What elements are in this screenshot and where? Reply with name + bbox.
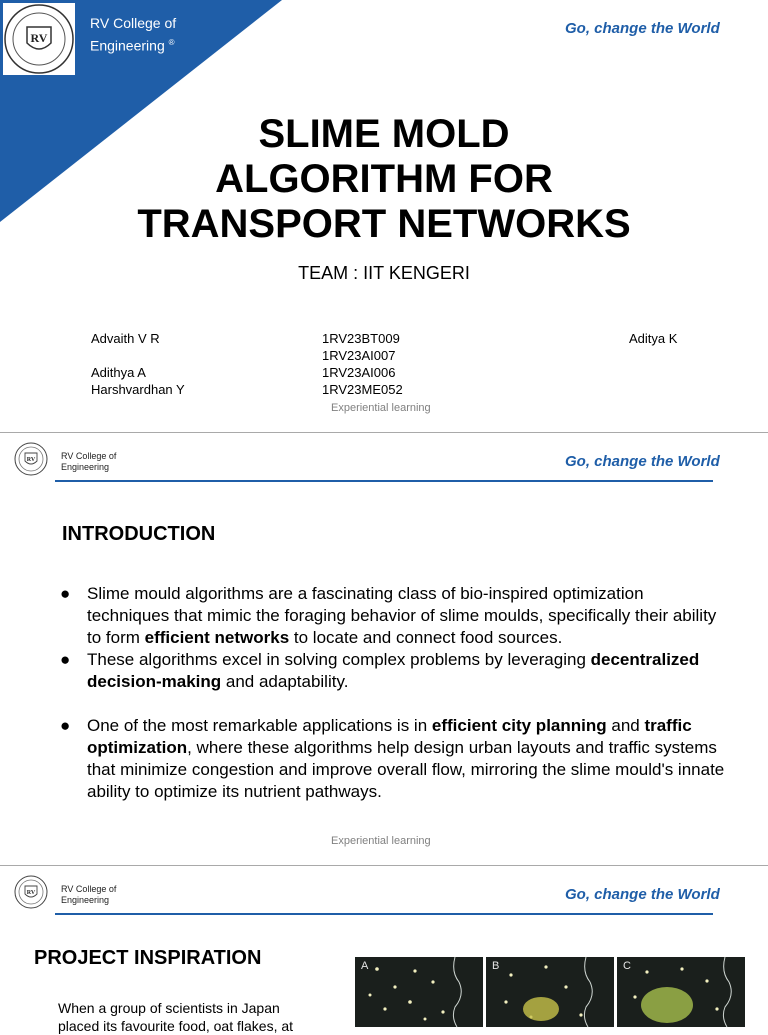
- team-name: TEAM : IIT KENGERI: [298, 263, 470, 283]
- slime-mold-photo-strip: [355, 957, 745, 1027]
- presentation-title: SLIME MOLD ALGORITHM FOR TRANSPORT NETWORKS: [137, 112, 631, 246]
- college-name: RV College of Engineering: [61, 884, 117, 905]
- slime-mold-photo: A: [355, 957, 483, 1027]
- header-rule: [55, 913, 713, 915]
- body-text: When a group of scientists in Japan placed its favourite food, oat flakes, at: [58, 1000, 294, 1034]
- college-name: RV College of Engineering ®: [90, 15, 177, 54]
- introduction-slide: [0, 433, 768, 865]
- section-title: PROJECT INSPIRATION: [34, 947, 262, 969]
- college-logo: [3, 3, 75, 75]
- member-name: Advaith V R: [91, 331, 160, 346]
- svg-text:RV: RV: [30, 31, 48, 45]
- college-logo: [14, 442, 48, 476]
- slime-mold-photo: B: [486, 957, 614, 1027]
- member-name: Harshvardhan Y: [91, 382, 185, 397]
- svg-text:RV: RV: [26, 457, 36, 463]
- bullet-item: ● These algorithms excel in solving complex problems by leveraging decentralized decision-making and adaptability.: [60, 650, 700, 691]
- bullet-dot-icon: ●: [60, 716, 71, 735]
- project-inspiration-slide: [0, 866, 768, 1034]
- bullet-item: ● One of the most remarkable applications is in efficient city planning and traffic optimization, where these algorithms help design urban layouts and traffic systems that minimize congestion and improve overall flow, mirroring the slime mould's innate ability to optimize its nutrient pathways.: [60, 716, 725, 801]
- section-title: INTRODUCTION: [62, 523, 216, 545]
- member-id: 1RV23BT009: [322, 331, 400, 346]
- slide-footer: Experiential learning: [331, 835, 431, 847]
- member-id: 1RV23ME052: [322, 382, 403, 397]
- college-name: RV College of Engineering: [61, 451, 117, 472]
- slide-footer: Experiential learning: [331, 402, 431, 414]
- tagline: Go, change the World: [565, 886, 720, 903]
- member-id: 1RV23AI006: [322, 365, 396, 380]
- tagline: Go, change the World: [565, 453, 720, 470]
- bullet-item: ● Slime mould algorithms are a fascinating class of bio-inspired optimization techniques that mimic the foraging behavior of slime moulds, specifically their ability to form efficient networks to locate and connect food sources.: [60, 584, 717, 647]
- member-id: 1RV23AI007: [322, 348, 396, 363]
- title-slide: [0, 0, 768, 432]
- tagline: Go, change the World: [565, 20, 720, 37]
- bullet-dot-icon: ●: [60, 650, 71, 669]
- member-name: Adithya A: [91, 365, 146, 380]
- bullet-dot-icon: ●: [60, 584, 71, 603]
- college-logo: [14, 875, 48, 909]
- header-rule: [55, 480, 713, 482]
- member-name: Aditya K: [629, 331, 678, 346]
- bullet-list: [60, 583, 730, 803]
- svg-text:RV: RV: [26, 890, 36, 896]
- slime-mold-photo: C: [617, 957, 745, 1027]
